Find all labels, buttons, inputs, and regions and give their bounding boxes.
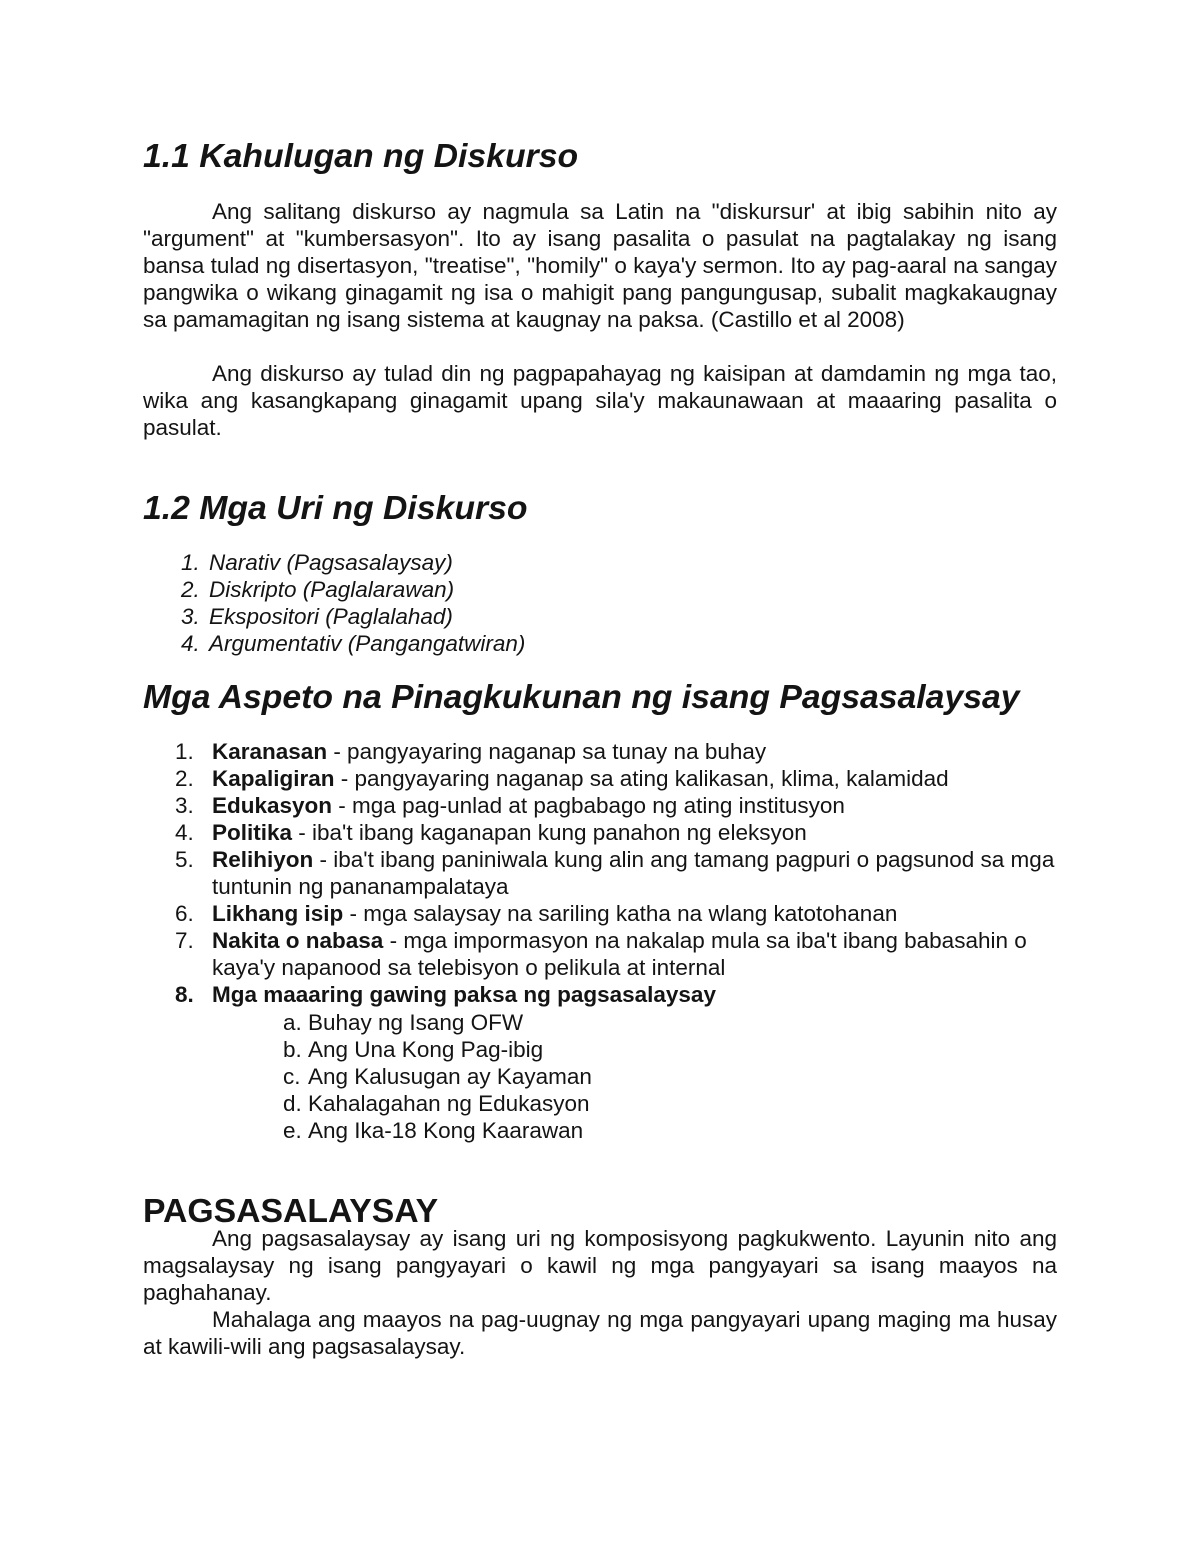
list-item: e. Ang Ika-18 Kong Kaarawan — [283, 1118, 584, 1143]
list-item: 2. Diskripto (Paglalarawan) — [181, 577, 455, 602]
section-heading-uri: 1.2 Mga Uri ng Diskurso — [143, 489, 528, 527]
paragraph-kahulugan-1: Ang salitang diskurso ay nagmula sa Latin na "diskursur' at ibig sabihin nito ay "argument" at "kumbersasyon". Ito ay isang pasalita o pasulat na pagtalakay ng isang bansa tulad ng disertasyon, "treatise", "homily" o kaya'y sermon. Ito ay pag-aaral na sangay pangwika o wikang ginagamit ng isa o mahigit pang pangungusap, subalit magkakaugnay sa pamamagitan ng isang sistema at kaugnay na paksa. (Castillo et al 2008) — [143, 199, 1057, 332]
list-item: b. Ang Una Kong Pag-ibig — [283, 1037, 544, 1062]
uri-list — [143, 549, 525, 657]
paragraph-pagsasalaysay-1: Ang pagsasalaysay ay isang uri ng komposisyong pagkukwento. Layunin nito ang magsalaysay ng isang pangyayari o kawil ng mga pangyayari sa isang maayos na paghahanay. — [143, 1226, 1057, 1305]
list-item: 1. Narativ (Pagsasalaysay) — [181, 550, 453, 575]
section-heading-pagsasalaysay: PAGSASALAYSAY — [143, 1192, 439, 1230]
list-item: 2. Kapaligiran - pangyayaring naganap sa ating kalikasan, klima, kalamidad — [175, 766, 949, 791]
list-item: c. Ang Kalusugan ay Kayaman — [283, 1064, 592, 1089]
list-item: 3. Edukasyon - mga pag-unlad at pagbabago ng ating institusyon — [175, 793, 845, 818]
list-item: 1. Karanasan - pangyayaring naganap sa tunay na buhay — [175, 739, 767, 764]
list-item: a. Buhay ng Isang OFW — [283, 1010, 524, 1035]
list-item: 4. Politika - iba't ibang kaganapan kung panahon ng eleksyon — [175, 820, 807, 845]
list-item: 5. Relihiyon - iba't ibang paniniwala kung alin ang tamang pagpuri o pagsunod sa mga tuntunin ng pananampalataya — [175, 847, 1055, 899]
paragraph-pagsasalaysay-2: Mahalaga ang maayos na pag-uugnay ng mga pangyayari upang maging ma husay at kawili-wili ang pagsasalaysay. — [143, 1307, 1057, 1359]
list-item: 8. Mga maaaring gawing paksa ng pagsasalaysay — [175, 982, 716, 1007]
section-heading-aspeto: Mga Aspeto na Pinagkukunan ng isang Pagsasalaysay — [143, 678, 1020, 716]
list-item: d. Kahalagahan ng Edukasyon — [283, 1091, 590, 1116]
paragraph-kahulugan-2: Ang diskurso ay tulad din ng pagpapahayag ng kaisipan at damdamin ng mga tao, wika ang kasangkapang ginagamit upang sila'y makaunawaan at maaaring pasalita o pasulat. — [143, 361, 1057, 440]
paksa-sublist — [143, 1009, 592, 1144]
list-item: 6. Likhang isip - mga salaysay na sariling katha na wlang katotohanan — [175, 901, 898, 926]
list-item: 3. Ekspositori (Paglalahad) — [181, 604, 453, 629]
list-item: 7. Nakita o nabasa - mga impormasyon na nakalap mula sa iba't ibang babasahin o kaya'y napanood sa telebisyon o pelikula at internal — [175, 928, 1027, 980]
aspeto-list — [143, 738, 1057, 1008]
list-item: 4. Argumentativ (Pangangatwiran) — [181, 631, 526, 656]
section-heading-kahulugan: 1.1 Kahulugan ng Diskurso — [143, 137, 579, 175]
